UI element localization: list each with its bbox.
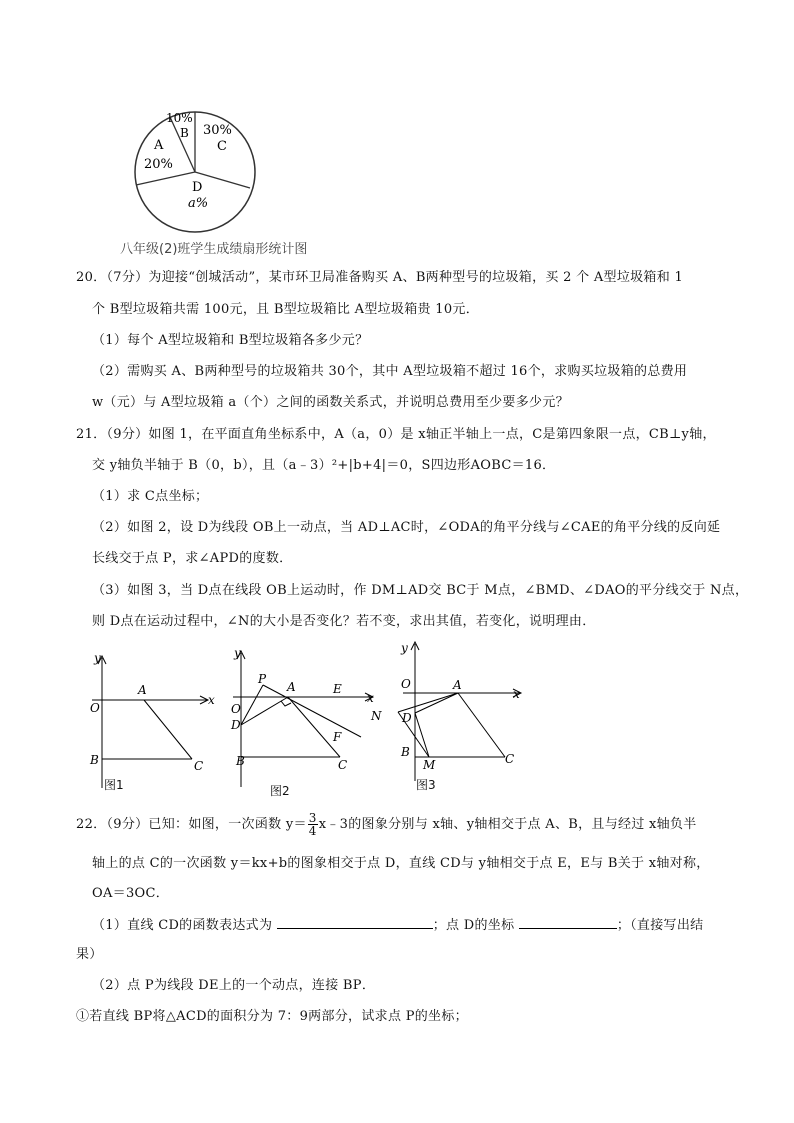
q20-line-2: 个 B型垃圾箱共需 100元，且 B型垃圾箱比 A型垃圾箱贵 10元． (92, 302, 480, 317)
q22-line-2: 轴上的点 C的一次函数 y＝kx+b的图象相交于点 D，直线 CD与 y轴相交于点 E，E与 B关于 x轴对称， (92, 856, 710, 871)
pie-slice-c-percent: 30% (203, 123, 232, 138)
q22-fraction-denominator: 4 (308, 824, 317, 838)
fig3-label-b: B (401, 745, 410, 759)
fig2-label-p: P (258, 672, 267, 686)
q22-line-7: ①若直线 BP将△ACD的面积分为 7：9两部分，试求点 P的坐标； (76, 1009, 468, 1024)
fig1-label-a: A (138, 683, 147, 697)
fig2-label-e: E (333, 682, 342, 696)
q22-line-1 (76, 812, 697, 838)
pie-slice-a-percent: 20% (144, 157, 173, 172)
q21-line-6: （3）如图 3，当 D点在线段 OB上运动时，作 DM⊥AD交 BC于 M点，∠BMD、∠DAO的平分线交于 N点， (92, 583, 749, 598)
pie-divider-left (136, 172, 195, 185)
q22-fraction (308, 812, 318, 837)
fig3-label-a: A (453, 678, 462, 692)
q20-line-1: 20．（7分）为迎接“创城活动”，某市环卫局准备购买 A、B两种型号的垃圾箱，买 2 个 A型垃圾箱和 1 (76, 270, 684, 285)
fig1-label-c: C (194, 759, 204, 773)
fig3-label-y: y (401, 641, 408, 655)
q22-line-4-start: （1）直线 CD的函数表达式为 (92, 918, 273, 933)
fig2-label-c: C (338, 758, 348, 772)
d-coordinate-answer-blank[interactable] (519, 914, 617, 929)
q21-line-4: （2）如图 2，设 D为线段 OB上一动点，当 AD⊥AC时，∠ODA的角平分线与∠CAE的角平分线的反向延 (92, 520, 721, 535)
fig2-label-f: F (333, 730, 342, 744)
q21-line-5: 长线交于点 P，求∠APD的度数． (92, 551, 293, 566)
fig1-label-y: y (94, 651, 101, 665)
pie-slice-a-letter: A (154, 138, 164, 153)
q22-line-6: （2）点 P为线段 DE上的一个动点，连接 BP． (92, 978, 376, 993)
fig1-label-o: O (90, 701, 100, 715)
fig3-label-o: O (401, 677, 411, 691)
q21-line-7: 则 D点在运动过程中，∠N的大小是否变化？若不变，求出其值，若变化，说明理由． (92, 614, 596, 629)
fig2-label-a: A (287, 680, 296, 694)
fig1-label-b: B (90, 753, 99, 767)
fig1-caption: 图1 (104, 778, 124, 792)
q20-line-4: （2）需购买 A、B两种型号的垃圾箱共 30个，其中 A型垃圾箱不超过 16个，求购买垃圾箱的总费用 (92, 364, 688, 379)
fig2-label-y: y (234, 646, 241, 660)
pie-divider-right (195, 172, 250, 188)
pie-slice-d-letter: D (192, 180, 203, 195)
fig2-label-d: D (231, 718, 241, 732)
q22-line-4-end: ；（直接写出结 (616, 918, 704, 933)
q22-line-1-start: 22．（9分）已知：如图，一次函数 y＝ (76, 817, 307, 832)
q22-line-5: 果） (76, 947, 103, 962)
fig3-label-d: D (402, 711, 412, 725)
q20-line-5: w（元）与 A型垃圾箱 a（个）之间的函数关系式，并说明总费用至少要多少元？ (92, 395, 569, 410)
q22-line-3: OA＝3OC． (92, 886, 170, 901)
pie-caption: 八年级(2)班学生成绩扇形统计图 (120, 242, 308, 257)
fig3-label-c: C (505, 752, 515, 766)
fig3-caption: 图3 (416, 778, 436, 792)
q20-line-3: （1）每个 A型垃圾箱和 B型垃圾箱各多少元？ (92, 333, 369, 348)
q22-line-1-end: x﹣3的图象分别与 x轴、y轴相交于点 A、B，且与经过 x轴负半 (318, 817, 697, 832)
figure-1 (80, 648, 230, 798)
pie-slice-c-letter: C (217, 139, 227, 154)
fig3-label-n: N (371, 709, 382, 723)
q22-line-4 (92, 914, 703, 936)
pie-chart (120, 100, 270, 250)
fig2-label-o: O (231, 702, 241, 716)
fig3-label-m: M (423, 758, 436, 772)
pie-slice-b-letter: B (180, 126, 189, 140)
q22-fraction-numerator: 3 (308, 811, 317, 825)
figure-3 (371, 636, 533, 786)
fig2-label-x: x (367, 691, 374, 705)
cd-expression-answer-blank[interactable] (277, 914, 433, 929)
pie-slice-b-percent: 10% (166, 111, 193, 125)
figure-2 (225, 645, 375, 795)
q22-line-4-mid: ；点 D的坐标 (432, 918, 515, 933)
q21-line-1: 21．（9分）如图 1，在平面直角坐标系中，A（a，0）是 x轴正半轴上一点，C是第四象限一点，CB⊥y轴， (76, 427, 716, 442)
fig3-label-x: x (513, 687, 520, 701)
q21-line-2: 交 y轴负半轴于 B（0，b），且（a﹣3）²+|b+4|＝0，S四边形AOBC＝16． (92, 458, 556, 473)
fig2-label-b: B (236, 754, 245, 768)
fig2-caption: 图2 (270, 784, 290, 798)
pie-slice-d-percent: a% (188, 196, 209, 211)
q21-line-3: （1）求 C点坐标； (92, 489, 209, 504)
fig1-label-x: x (208, 693, 215, 707)
